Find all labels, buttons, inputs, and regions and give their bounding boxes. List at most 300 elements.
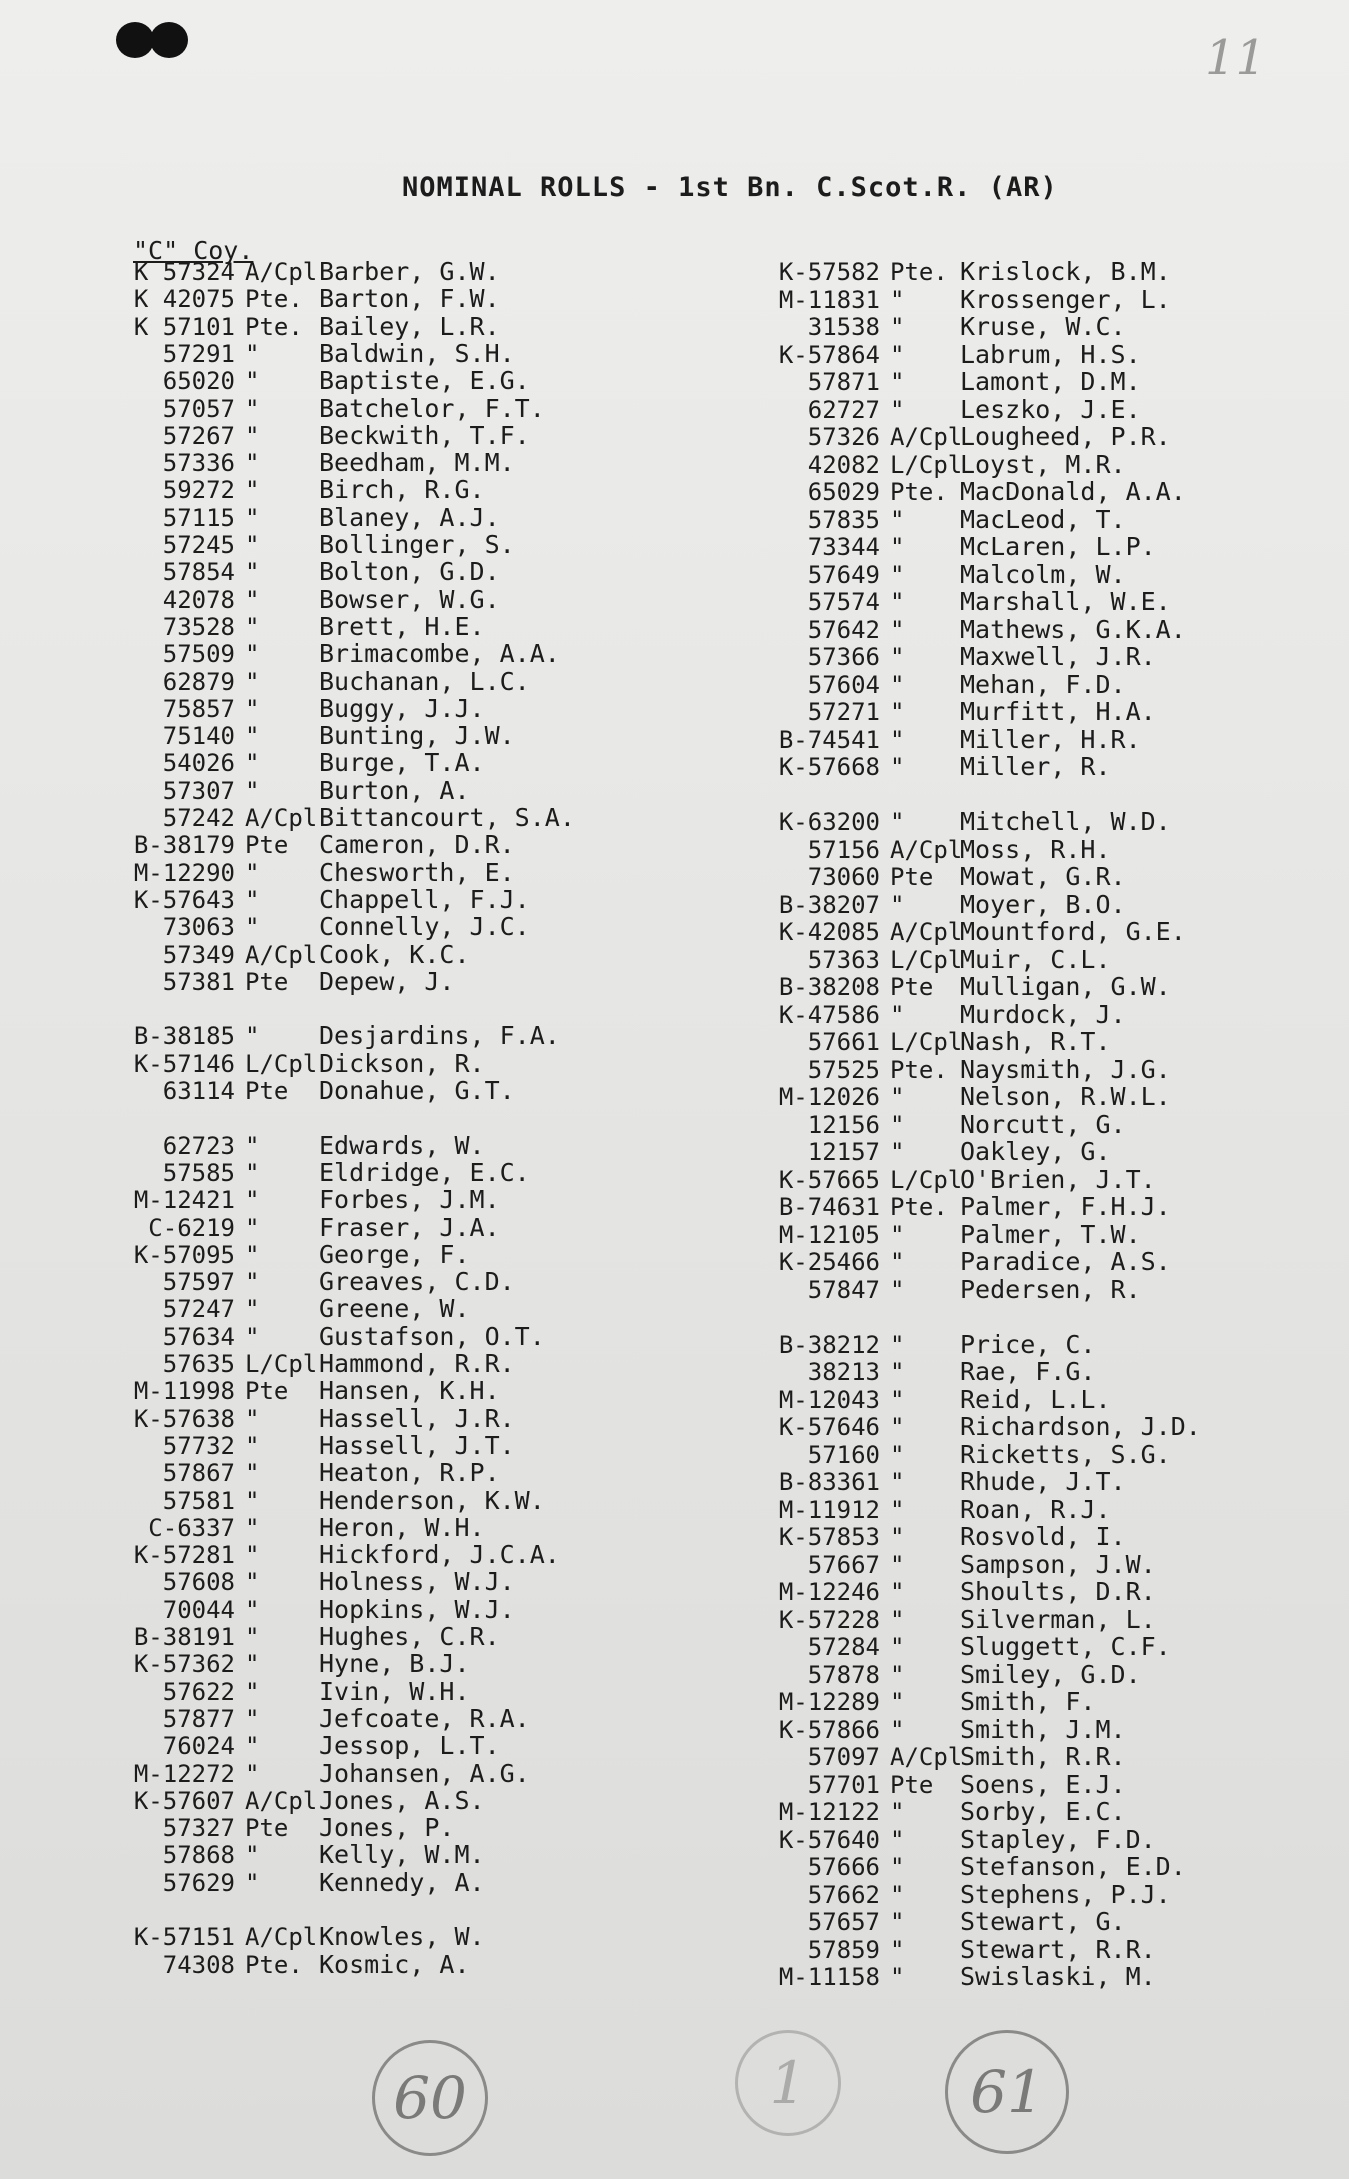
service-number: 57597: [162, 1268, 235, 1297]
service-number: B-38191: [133, 1623, 235, 1651]
rank: ": [890, 698, 905, 726]
rank: A/Cpl: [245, 940, 318, 969]
soldier-name: Palmer, F.H.J.: [960, 1192, 1171, 1221]
soldier-name: Moss, R.H.: [960, 834, 1111, 864]
soldier-name: Krislock, B.M.: [960, 257, 1171, 286]
soldier-name: Burton, A.: [319, 775, 470, 805]
service-number: 38213: [807, 1358, 880, 1386]
rank: L/Cpl: [890, 1165, 963, 1194]
service-number: K-57668: [778, 753, 880, 781]
service-number: 63114: [162, 1077, 235, 1105]
soldier-name: Birch, R.G.: [319, 475, 485, 505]
rank: ": [890, 643, 905, 671]
soldier-name: Heron, W.H.: [319, 1512, 485, 1542]
soldier-name: Murdock, J.: [960, 999, 1126, 1029]
service-number: 57634: [162, 1322, 235, 1351]
service-number: 57247: [162, 1295, 235, 1324]
soldier-name: Richardson, J.D.: [960, 1412, 1201, 1441]
soldier-name: Cameron, D.R.: [319, 830, 515, 860]
soldier-name: Roan, R.J.: [960, 1494, 1111, 1524]
service-number: K-57853: [778, 1523, 880, 1551]
rank: ": [245, 449, 260, 478]
rank: Pte: [245, 1077, 289, 1105]
soldier-name: Gustafson, O.T.: [319, 1321, 545, 1351]
soldier-name: Depew, J.: [319, 966, 455, 996]
rank: ": [890, 1495, 905, 1524]
rank: ": [890, 725, 905, 754]
soldier-name: Mountford, G.E.: [960, 917, 1186, 946]
service-number: K-57151: [133, 1923, 235, 1952]
soldier-name: Knowles, W.: [319, 1922, 485, 1952]
soldier-name: Mathews, G.K.A.: [960, 614, 1186, 644]
service-number: 57326: [807, 423, 880, 451]
rank: ": [245, 1404, 260, 1433]
soldier-name: Jones, A.S.: [319, 1785, 485, 1815]
soldier-name: Hassell, J.R.: [319, 1403, 515, 1433]
soldier-name: Silverman, L.: [960, 1604, 1156, 1634]
service-number: 57732: [162, 1431, 235, 1460]
soldier-name: Eldridge, E.C.: [319, 1157, 530, 1187]
rank: ": [890, 395, 905, 424]
rank: L/Cpl: [890, 1028, 963, 1056]
rank: ": [890, 1248, 905, 1276]
rank: ": [890, 1798, 905, 1826]
soldier-name: Johansen, A.G.: [319, 1758, 530, 1788]
rank: ": [245, 1322, 260, 1351]
ink-blot: [116, 22, 154, 58]
soldier-name: Muir, C.L.: [960, 944, 1111, 974]
service-number: 57156: [807, 835, 880, 864]
service-number: 70044: [162, 1595, 235, 1624]
service-number: 57835: [807, 505, 880, 534]
service-number: 57336: [162, 449, 235, 478]
service-number: 57284: [807, 1633, 880, 1661]
soldier-name: Smith, R.R.: [960, 1742, 1126, 1771]
service-number: 57585: [162, 1158, 235, 1187]
rank: Pte.: [890, 1193, 948, 1221]
soldier-name: Lougheed, P.R.: [960, 422, 1171, 451]
soldier-name: Krossenger, L.: [960, 284, 1171, 314]
soldier-name: Moyer, B.O.: [960, 889, 1126, 919]
soldier-name: Fraser, J.A.: [319, 1212, 500, 1242]
rank: ": [245, 1459, 260, 1488]
rank: ": [245, 913, 260, 942]
soldier-name: Mowat, G.R.: [960, 862, 1126, 891]
service-number: 57381: [162, 967, 235, 996]
rank: A/Cpl: [245, 258, 318, 286]
soldier-name: Baptiste, E.G.: [319, 366, 530, 396]
service-number: 42078: [162, 585, 235, 614]
rank: ": [245, 885, 260, 914]
soldier-name: Desjardins, F.A.: [319, 1021, 560, 1051]
soldier-name: Connelly, J.C.: [319, 912, 530, 942]
service-number: 57847: [807, 1275, 880, 1304]
soldier-name: Jessop, L.T.: [319, 1731, 500, 1761]
rank: ": [890, 1605, 905, 1634]
service-number: 57662: [807, 1880, 880, 1909]
service-number: 57509: [162, 640, 235, 669]
rank: ": [890, 1110, 905, 1139]
soldier-name: Stefanson, E.D.: [960, 1852, 1186, 1881]
rank: L/Cpl: [245, 1049, 318, 1078]
rank: ": [245, 1732, 260, 1761]
rank: Pte: [890, 863, 934, 891]
service-number: 57608: [162, 1568, 235, 1597]
soldier-name: Hickford, J.C.A.: [319, 1540, 560, 1570]
soldier-name: Mitchell, W.D.: [960, 807, 1171, 836]
rank: ": [245, 1131, 260, 1160]
service-number: 57622: [162, 1677, 235, 1706]
page-corner-number: 11: [1205, 30, 1267, 86]
soldier-name: Kosmic, A.: [319, 1949, 470, 1979]
soldier-name: Hansen, K.H.: [319, 1376, 500, 1406]
rank: ": [890, 1550, 905, 1579]
soldier-name: Bittancourt, S.A.: [319, 803, 575, 832]
soldier-name: George, F.: [319, 1239, 470, 1269]
service-number: 57854: [162, 558, 235, 587]
rank: ": [890, 1385, 905, 1414]
soldier-name: Murfitt, H.A.: [960, 697, 1156, 726]
service-number: M-12246: [778, 1578, 880, 1606]
rank: ": [245, 667, 260, 696]
rank: ": [245, 585, 260, 614]
rank: Pte.: [245, 1950, 303, 1979]
rank: L/Cpl: [890, 945, 963, 974]
service-number: 57649: [807, 560, 880, 589]
rank: ": [890, 1220, 905, 1249]
rank: ": [245, 1486, 260, 1515]
rank: ": [890, 1715, 905, 1744]
circled-number: 60: [372, 2040, 488, 2156]
rank: ": [890, 285, 905, 314]
service-number: C-6337: [148, 1513, 235, 1542]
soldier-name: Hammond, R.R.: [319, 1349, 515, 1378]
rank: ": [890, 588, 905, 616]
service-number: M-12105: [778, 1220, 880, 1249]
service-number: M-12421: [133, 1186, 235, 1215]
rank: ": [245, 1677, 260, 1706]
service-number: 57245: [162, 531, 235, 559]
soldier-name: McLaren, L.P.: [960, 532, 1156, 561]
rank: ": [890, 1330, 905, 1359]
service-number: B-38179: [133, 831, 235, 860]
service-number: B-38185: [133, 1022, 235, 1051]
rank: ": [890, 1935, 905, 1964]
rank: ": [890, 1083, 905, 1111]
soldier-name: Edwards, W.: [319, 1130, 485, 1160]
rank: Pte: [245, 967, 289, 996]
service-number: M-12122: [778, 1798, 880, 1826]
rank: ": [890, 1660, 905, 1689]
soldier-name: Bowser, W.G.: [319, 584, 500, 614]
soldier-name: Greene, W.: [319, 1294, 470, 1324]
rank: Pte: [890, 1770, 934, 1799]
service-number: K-57643: [133, 885, 235, 914]
rank: A/Cpl: [245, 1786, 318, 1815]
service-number: 57115: [162, 503, 235, 532]
soldier-name: Paradice, A.S.: [960, 1247, 1171, 1276]
circled-number: 61: [945, 2030, 1069, 2154]
service-number: 57271: [807, 698, 880, 726]
rank: ": [245, 1704, 260, 1733]
service-number: 57097: [807, 1743, 880, 1771]
service-number: 57242: [162, 804, 235, 832]
service-number: 42082: [807, 450, 880, 479]
rank: A/Cpl: [890, 835, 963, 864]
rank: ": [245, 476, 260, 505]
soldier-name: Batchelor, F.T.: [319, 393, 545, 423]
soldier-name: Baldwin, S.H.: [319, 338, 515, 368]
service-number: 76024: [162, 1732, 235, 1761]
service-number: K-57281: [133, 1541, 235, 1570]
rank: A/Cpl: [890, 423, 963, 451]
service-number: K-57607: [133, 1786, 235, 1815]
soldier-name: Shoults, D.R.: [960, 1577, 1156, 1606]
rank: A/Cpl: [890, 918, 963, 946]
rank: ": [245, 1431, 260, 1460]
soldier-name: Lamont, D.M.: [960, 367, 1141, 396]
soldier-name: MacDonald, A.A.: [960, 477, 1186, 506]
service-number: 57267: [162, 421, 235, 450]
soldier-name: Barber, G.W.: [319, 257, 500, 286]
soldier-name: Palmer, T.W.: [960, 1219, 1141, 1249]
soldier-name: Miller, R.: [960, 752, 1111, 781]
rank: Pte: [245, 1377, 289, 1406]
service-number: 73060: [807, 863, 880, 891]
soldier-name: Kennedy, A.: [319, 1867, 485, 1897]
soldier-name: Sorby, E.C.: [960, 1797, 1126, 1826]
service-number: 57859: [807, 1935, 880, 1964]
rank: ": [890, 560, 905, 589]
service-number: 57307: [162, 776, 235, 805]
service-number: 57291: [162, 339, 235, 368]
service-number: K-57638: [133, 1404, 235, 1433]
rank: ": [890, 753, 905, 781]
soldier-name: Nelson, R.W.L.: [960, 1082, 1171, 1111]
service-number: M-11998: [133, 1377, 235, 1406]
service-number: K-57864: [778, 340, 880, 369]
soldier-name: Sluggett, C.F.: [960, 1632, 1171, 1661]
rank: Pte: [245, 831, 289, 860]
rank: Pte.: [890, 258, 948, 286]
service-number: 73063: [162, 913, 235, 942]
service-number: M-11158: [778, 1963, 880, 1991]
soldier-name: Barton, F.W.: [319, 284, 500, 314]
soldier-name: Donahue, G.T.: [319, 1076, 515, 1105]
soldier-name: MacLeod, T.: [960, 504, 1126, 534]
service-number: 57349: [162, 940, 235, 969]
service-number: 57057: [162, 394, 235, 423]
rank: Pte.: [245, 312, 303, 341]
rank: ": [890, 1440, 905, 1469]
page-title: NOMINAL ROLLS - 1st Bn. C.Scot.R. (AR): [402, 172, 1058, 203]
service-number: K 57101: [133, 312, 235, 341]
rank: ": [245, 1158, 260, 1187]
service-number: 57366: [807, 643, 880, 671]
soldier-name: Brimacombe, A.A.: [319, 639, 560, 669]
soldier-name: Kruse, W.C.: [960, 312, 1126, 341]
soldier-name: Marshall, W.E.: [960, 587, 1171, 616]
rank: ": [890, 1468, 905, 1496]
soldier-name: Beckwith, T.F.: [319, 420, 530, 450]
soldier-name: Stapley, F.D.: [960, 1824, 1156, 1854]
soldier-name: Smith, F.: [960, 1687, 1096, 1716]
rank: ": [245, 1513, 260, 1542]
rank: L/Cpl: [890, 450, 963, 479]
service-number: K 42075: [133, 285, 235, 314]
soldier-name: Buggy, J.J.: [319, 693, 485, 723]
service-number: B-74631: [778, 1193, 880, 1221]
soldier-name: Naysmith, J.G.: [960, 1054, 1171, 1084]
soldier-name: Swislaski, M.: [960, 1962, 1156, 1991]
rank: ": [245, 640, 260, 669]
rank: ": [245, 1213, 260, 1242]
soldier-name: Blaney, A.J.: [319, 502, 500, 532]
soldier-name: Price, C.: [960, 1329, 1096, 1359]
rank: ": [245, 858, 260, 887]
service-number: K-57095: [133, 1240, 235, 1269]
rank: ": [245, 1295, 260, 1324]
rank: ": [245, 1595, 260, 1624]
rank: Pte.: [245, 285, 303, 314]
soldier-name: Cook, K.C.: [319, 939, 470, 969]
service-number: 57878: [807, 1660, 880, 1689]
service-number: K-57228: [778, 1605, 880, 1634]
rank: ": [245, 558, 260, 587]
service-number: 57877: [162, 1704, 235, 1733]
service-number: 57363: [807, 945, 880, 974]
service-number: K-63200: [778, 808, 880, 836]
soldier-name: Burge, T.A.: [319, 748, 485, 778]
soldier-name: Miller, H.R.: [960, 724, 1141, 754]
soldier-name: Ivin, W.H.: [319, 1676, 470, 1706]
soldier-name: Hopkins, W.J.: [319, 1594, 515, 1624]
soldier-name: Heaton, R.P.: [319, 1458, 500, 1488]
soldier-name: Reid, L.L.: [960, 1384, 1111, 1414]
service-number: 57642: [807, 615, 880, 644]
service-number: 12157: [807, 1138, 880, 1166]
rank: A/Cpl: [245, 1923, 318, 1952]
service-number: 57160: [807, 1440, 880, 1469]
service-number: B-38207: [778, 890, 880, 919]
service-number: 74308: [162, 1950, 235, 1979]
service-number: 75140: [162, 722, 235, 751]
service-number: M-12272: [133, 1759, 235, 1788]
soldier-name: Hassell, J.T.: [319, 1430, 515, 1460]
rank: ": [890, 1688, 905, 1716]
rank: ": [245, 1623, 260, 1651]
service-number: 57701: [807, 1770, 880, 1799]
service-number: 57581: [162, 1486, 235, 1515]
service-number: 57868: [162, 1841, 235, 1870]
service-number: 57525: [807, 1055, 880, 1084]
rank: ": [890, 1880, 905, 1909]
rank: ": [245, 1759, 260, 1788]
service-number: 65020: [162, 367, 235, 396]
rank: L/Cpl: [245, 1350, 318, 1378]
service-number: 57629: [162, 1868, 235, 1897]
service-number: M-12289: [778, 1688, 880, 1716]
rank: ": [245, 503, 260, 532]
service-number: 57657: [807, 1908, 880, 1936]
company-heading: "C" Coy.: [133, 236, 254, 265]
service-number: K-42085: [778, 918, 880, 946]
service-number: 31538: [807, 313, 880, 341]
soldier-name: Greaves, C.D.: [319, 1267, 515, 1297]
soldier-name: Beedham, M.M.: [319, 448, 515, 478]
rank: ": [245, 1841, 260, 1870]
service-number: B-74541: [778, 725, 880, 754]
service-number: C-6219: [148, 1213, 235, 1242]
soldier-name: Hyne, B.J.: [319, 1649, 470, 1679]
service-number: K-47586: [778, 1000, 880, 1029]
rank: ": [245, 1868, 260, 1897]
service-number: 73344: [807, 533, 880, 561]
service-number: K-57866: [778, 1715, 880, 1744]
soldier-name: Loyst, M.R.: [960, 449, 1126, 479]
rank: ": [890, 1908, 905, 1936]
ink-blot: [150, 22, 188, 58]
soldier-name: Smiley, G.D.: [960, 1659, 1141, 1689]
service-number: M-12290: [133, 858, 235, 887]
rank: ": [245, 776, 260, 805]
soldier-name: Mulligan, G.W.: [960, 972, 1171, 1001]
rank: ": [245, 1186, 260, 1215]
service-number: 57666: [807, 1853, 880, 1881]
soldier-name: Dickson, R.: [319, 1048, 485, 1078]
soldier-name: Soens, E.J.: [960, 1769, 1126, 1799]
soldier-name: Stephens, P.J.: [960, 1879, 1171, 1909]
soldier-name: Jefcoate, R.A.: [319, 1703, 530, 1733]
rank: ": [890, 1963, 905, 1991]
rank: A/Cpl: [245, 804, 318, 832]
soldier-name: Chesworth, E.: [319, 857, 515, 887]
rank: ": [890, 670, 905, 699]
service-number: 57661: [807, 1028, 880, 1056]
rank: ": [245, 612, 260, 641]
rank: ": [890, 808, 905, 836]
service-number: B-38208: [778, 973, 880, 1001]
soldier-name: Forbes, J.M.: [319, 1185, 500, 1215]
soldier-name: Rhude, J.T.: [960, 1467, 1126, 1496]
service-number: 65029: [807, 478, 880, 506]
soldier-name: Rosvold, I.: [960, 1522, 1126, 1551]
soldier-name: Maxwell, J.R.: [960, 642, 1156, 671]
rank: ": [245, 367, 260, 396]
service-number: 57871: [807, 368, 880, 396]
service-number: 73528: [162, 612, 235, 641]
service-number: K-57582: [778, 258, 880, 286]
rank: ": [245, 531, 260, 559]
service-number: 54026: [162, 749, 235, 778]
service-number: M-12043: [778, 1385, 880, 1414]
rank: ": [890, 313, 905, 341]
rank: ": [245, 1541, 260, 1570]
soldier-name: Nash, R.T.: [960, 1027, 1111, 1056]
rank: ": [245, 1650, 260, 1679]
service-number: K-57362: [133, 1650, 235, 1679]
rank: ": [245, 1568, 260, 1597]
rank: ": [890, 533, 905, 561]
service-number: K-57146: [133, 1049, 235, 1078]
service-number: B-38212: [778, 1330, 880, 1359]
service-number: 62723: [162, 1131, 235, 1160]
service-number: 57867: [162, 1459, 235, 1488]
soldier-name: Hughes, C.R.: [319, 1622, 500, 1651]
soldier-name: Chappell, F.J.: [319, 884, 530, 914]
service-number: 57574: [807, 588, 880, 616]
rank: ": [245, 1268, 260, 1297]
